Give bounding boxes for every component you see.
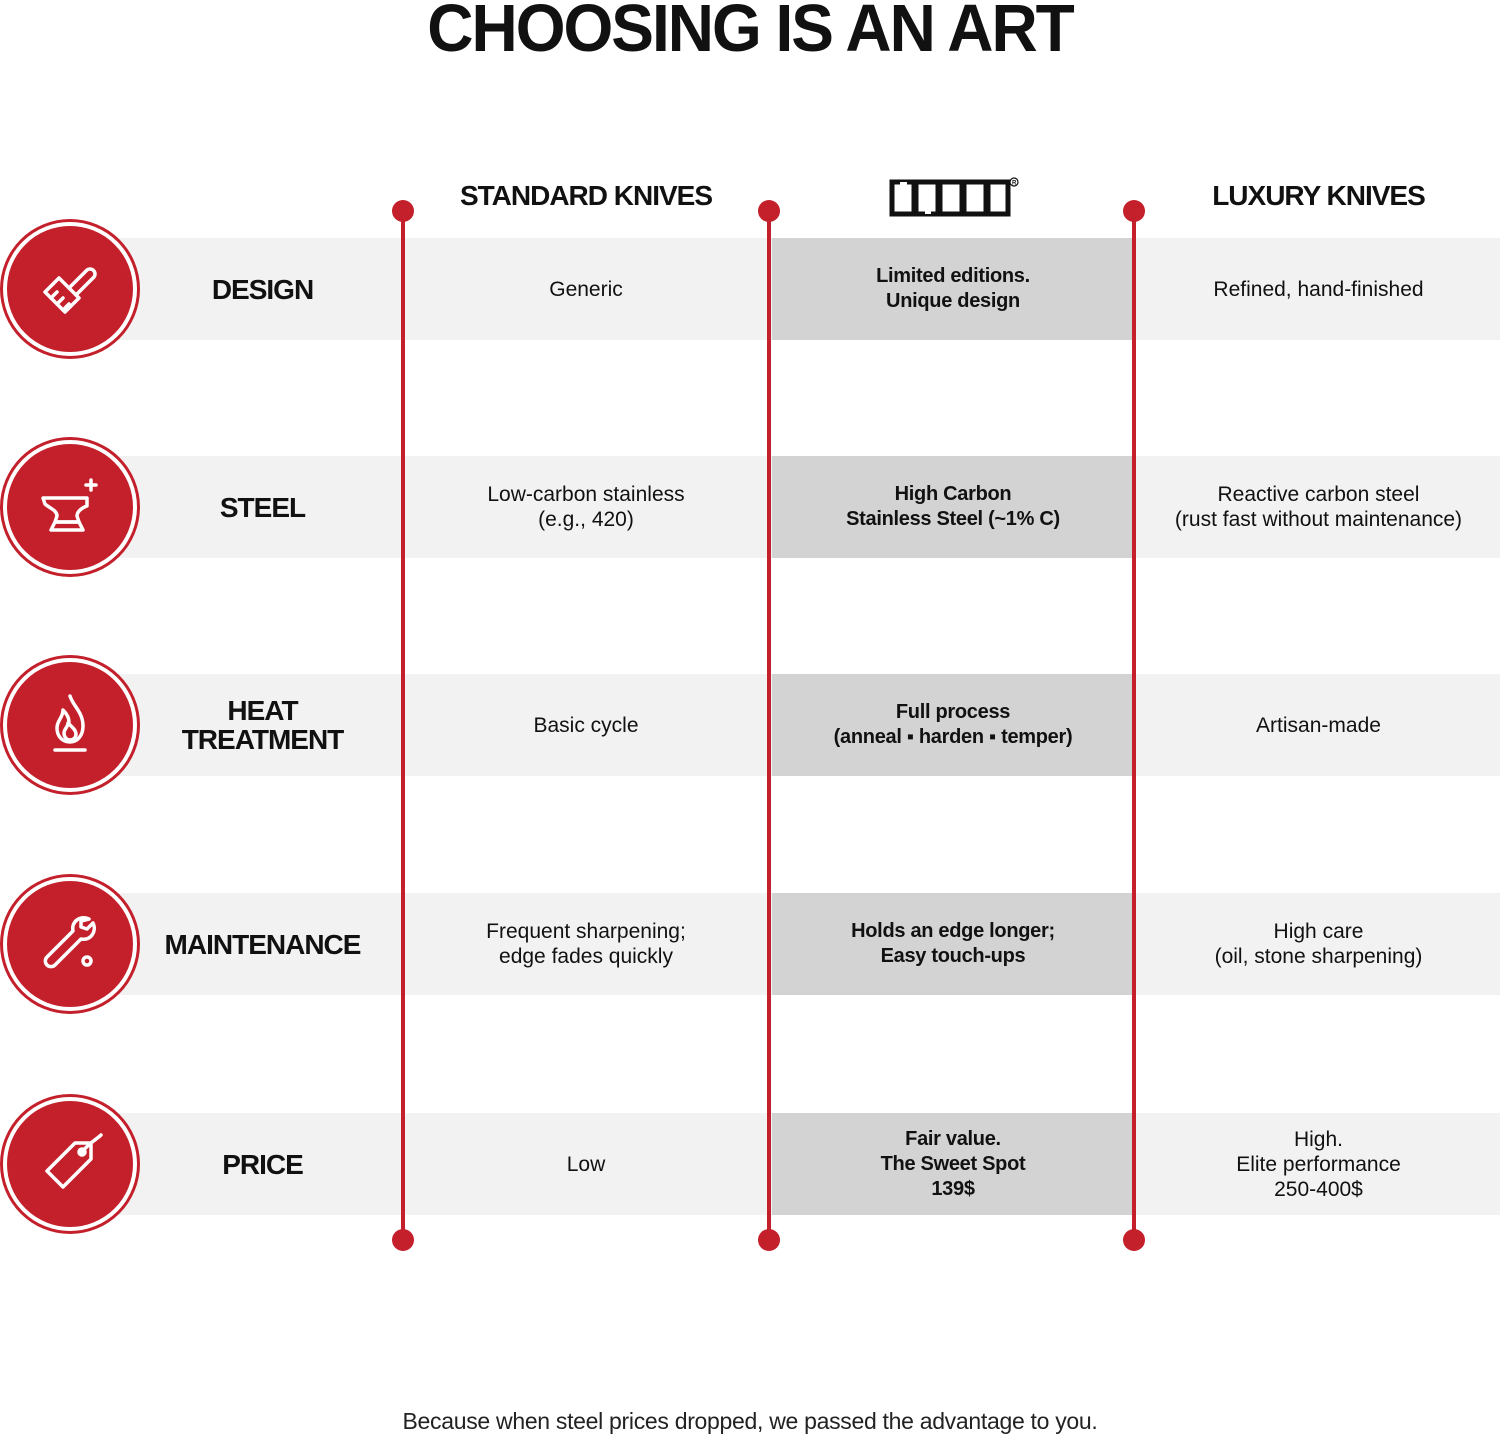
price-tag-icon <box>35 1129 105 1199</box>
row-label-maintenance: MAINTENANCE <box>164 928 361 960</box>
divider-dot <box>758 200 780 222</box>
row-label-heat-treatment: HEAT TREATMENT <box>181 695 344 755</box>
svg-text:R: R <box>1012 180 1017 187</box>
brand-logo <box>888 176 1020 225</box>
divider-dot <box>1123 200 1145 222</box>
cell-standard-steel: Low-carbon stainless (e.g., 420) <box>487 483 685 531</box>
cell-standard-price: Low <box>566 1152 606 1176</box>
page-title: CHOOSING IS AN ART <box>427 0 1073 66</box>
cell-standard-heat-treatment: Basic cycle <box>533 713 639 737</box>
cell-luxury-steel: Reactive carbon steel (rust fast without maintenance) <box>1174 483 1463 531</box>
column-divider <box>767 211 771 1241</box>
maintenance-icon-badge <box>3 877 137 1011</box>
column-header-standard: STANDARD KNIVES <box>459 180 713 211</box>
footer-note: Because when steel prices dropped, we passed the advantage to you. <box>402 1408 1098 1434</box>
cell-standard-maintenance: Frequent sharpening; edge fades quickly <box>486 920 686 968</box>
cell-brand-price: Fair value. The Sweet Spot 139$ <box>880 1127 1026 1200</box>
cell-luxury-heat-treatment: Artisan-made <box>1256 713 1381 737</box>
wrench-icon <box>35 909 105 979</box>
anvil-icon <box>35 472 105 542</box>
cell-standard-design: Generic <box>549 277 623 301</box>
jakko-logo-icon <box>888 176 1020 220</box>
divider-dot <box>392 1229 414 1251</box>
flame-icon <box>35 690 105 760</box>
steel-icon-badge <box>3 440 137 574</box>
design-icon-badge <box>3 222 137 356</box>
row-label-price: PRICE <box>222 1148 303 1180</box>
heat-treatment-icon-badge <box>3 658 137 792</box>
price-icon-badge <box>3 1097 137 1231</box>
cell-luxury-design: Refined, hand-finished <box>1213 277 1424 301</box>
column-header-luxury: LUXURY KNIVES <box>1212 180 1425 211</box>
paintbrush-icon <box>35 254 105 324</box>
row-label-steel: STEEL <box>219 491 306 523</box>
divider-dot <box>758 1229 780 1251</box>
divider-dot <box>1123 1229 1145 1251</box>
row-label-design: DESIGN <box>211 273 314 305</box>
cell-brand-design: Limited editions. Unique design <box>876 265 1030 312</box>
cell-brand-steel: High Carbon Stainless Steel (~1% C) <box>846 483 1060 530</box>
cell-luxury-price: High. Elite performance 250-400$ <box>1236 1127 1401 1201</box>
cell-brand-maintenance: Holds an edge longer; Easy touch-ups <box>851 920 1055 967</box>
cell-brand-heat-treatment: Full process (anneal ▪ harden ▪ temper) <box>833 701 1073 748</box>
cell-luxury-maintenance: High care (oil, stone sharpening) <box>1214 920 1423 968</box>
divider-dot <box>392 200 414 222</box>
